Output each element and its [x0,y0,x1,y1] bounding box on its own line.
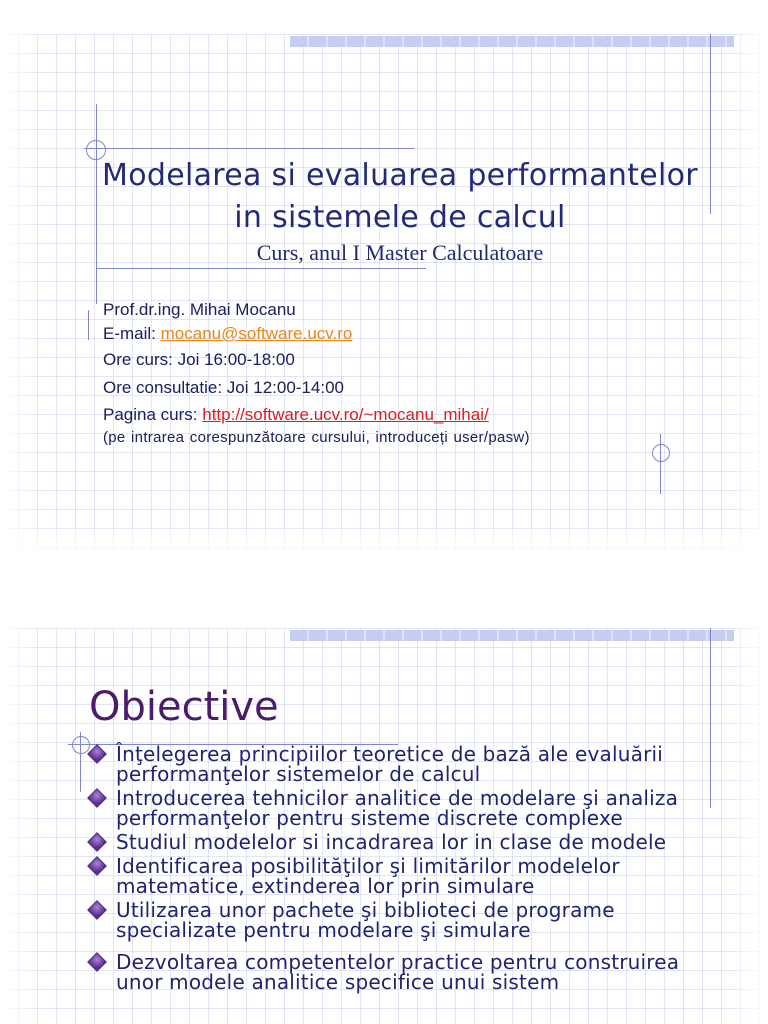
slide-subtitle: Curs, anul I Master Calculatoare [256,240,544,265]
slide-objectives [0,628,768,1024]
diamond-bullet-icon [87,900,107,920]
objectives-list [86,744,726,996]
list-item [86,788,726,828]
decorative-top-bar [290,36,734,47]
course-hours: Ore curs: Joi 16:00-18:00 [103,350,295,369]
slide-title-line2: in sistemele de calcul [234,200,566,235]
diamond-bullet-icon [87,832,107,852]
diamond-bullet-icon [87,744,107,764]
objectives-title: Obiective [89,684,279,730]
decorative-top-bar [290,630,734,641]
bullet-text: Introducerea tehnicilor analitice de modelare şi analiza [116,786,679,810]
decorative-circle [652,444,670,462]
slide-title [0,34,768,554]
decorative-line [88,310,89,340]
bullet-text: Studiul modelelor si incadrarea lor in clase de modele [116,830,667,854]
list-item [86,744,726,784]
author-name: Prof.dr.ing. Mihai Mocanu [103,300,296,319]
course-page-link[interactable]: http://software.ucv.ro/~mocanu_mihai/ [202,405,489,424]
grid-fade [0,524,768,554]
bullet-text: unor modele analitice specifice unui sistem [116,970,560,994]
course-page-label: Pagina curs: [103,405,198,424]
list-item [86,832,726,852]
decorative-line [84,148,414,149]
bullet-text: Dezvoltarea competentelor practice pentru construirea [116,950,680,974]
slide-title-line1: Modelarea si evaluarea performantelor [102,158,698,193]
list-item [86,900,726,940]
bullet-text: performanţelor sistemelor de calcul [116,762,481,786]
diamond-bullet-icon [87,788,107,808]
email-link[interactable]: mocanu@software.ucv.ro [160,324,353,343]
bullet-text: matematice, extinderea lor prin simulare [116,874,535,898]
decorative-line [710,34,711,214]
email-row [103,324,352,344]
consult-hours: Ore consultatie: Joi 12:00-14:00 [103,378,344,397]
decorative-line [96,268,426,269]
decorative-line [96,104,97,304]
decorative-circle [86,140,106,160]
grid-fade [0,628,40,1024]
bullet-text: specializate pentru modelare şi simulare [116,918,531,942]
course-page-row [103,405,489,425]
login-note: (pe intrarea corespunzătoare cursului, introduceți user/pasw) [103,429,530,446]
decorative-line [660,434,661,494]
bullet-text: Utilizarea unor pachete şi biblioteci de programe [116,898,615,922]
diamond-bullet-icon [87,952,107,972]
grid-fade [0,34,40,554]
bullet-text: performanţelor pentru sisteme discrete complexe [116,806,623,830]
list-item [86,952,726,992]
bullet-text: Identificarea posibilităţilor şi limitărilor modelelor [116,854,620,878]
list-item [86,856,726,896]
diamond-bullet-icon [87,856,107,876]
bullet-text: Înţelegerea principiilor teoretice de bază ale evaluării [116,742,664,766]
grid-fade [728,628,768,1024]
grid-fade [728,34,768,554]
email-label: E-mail: [103,324,156,343]
